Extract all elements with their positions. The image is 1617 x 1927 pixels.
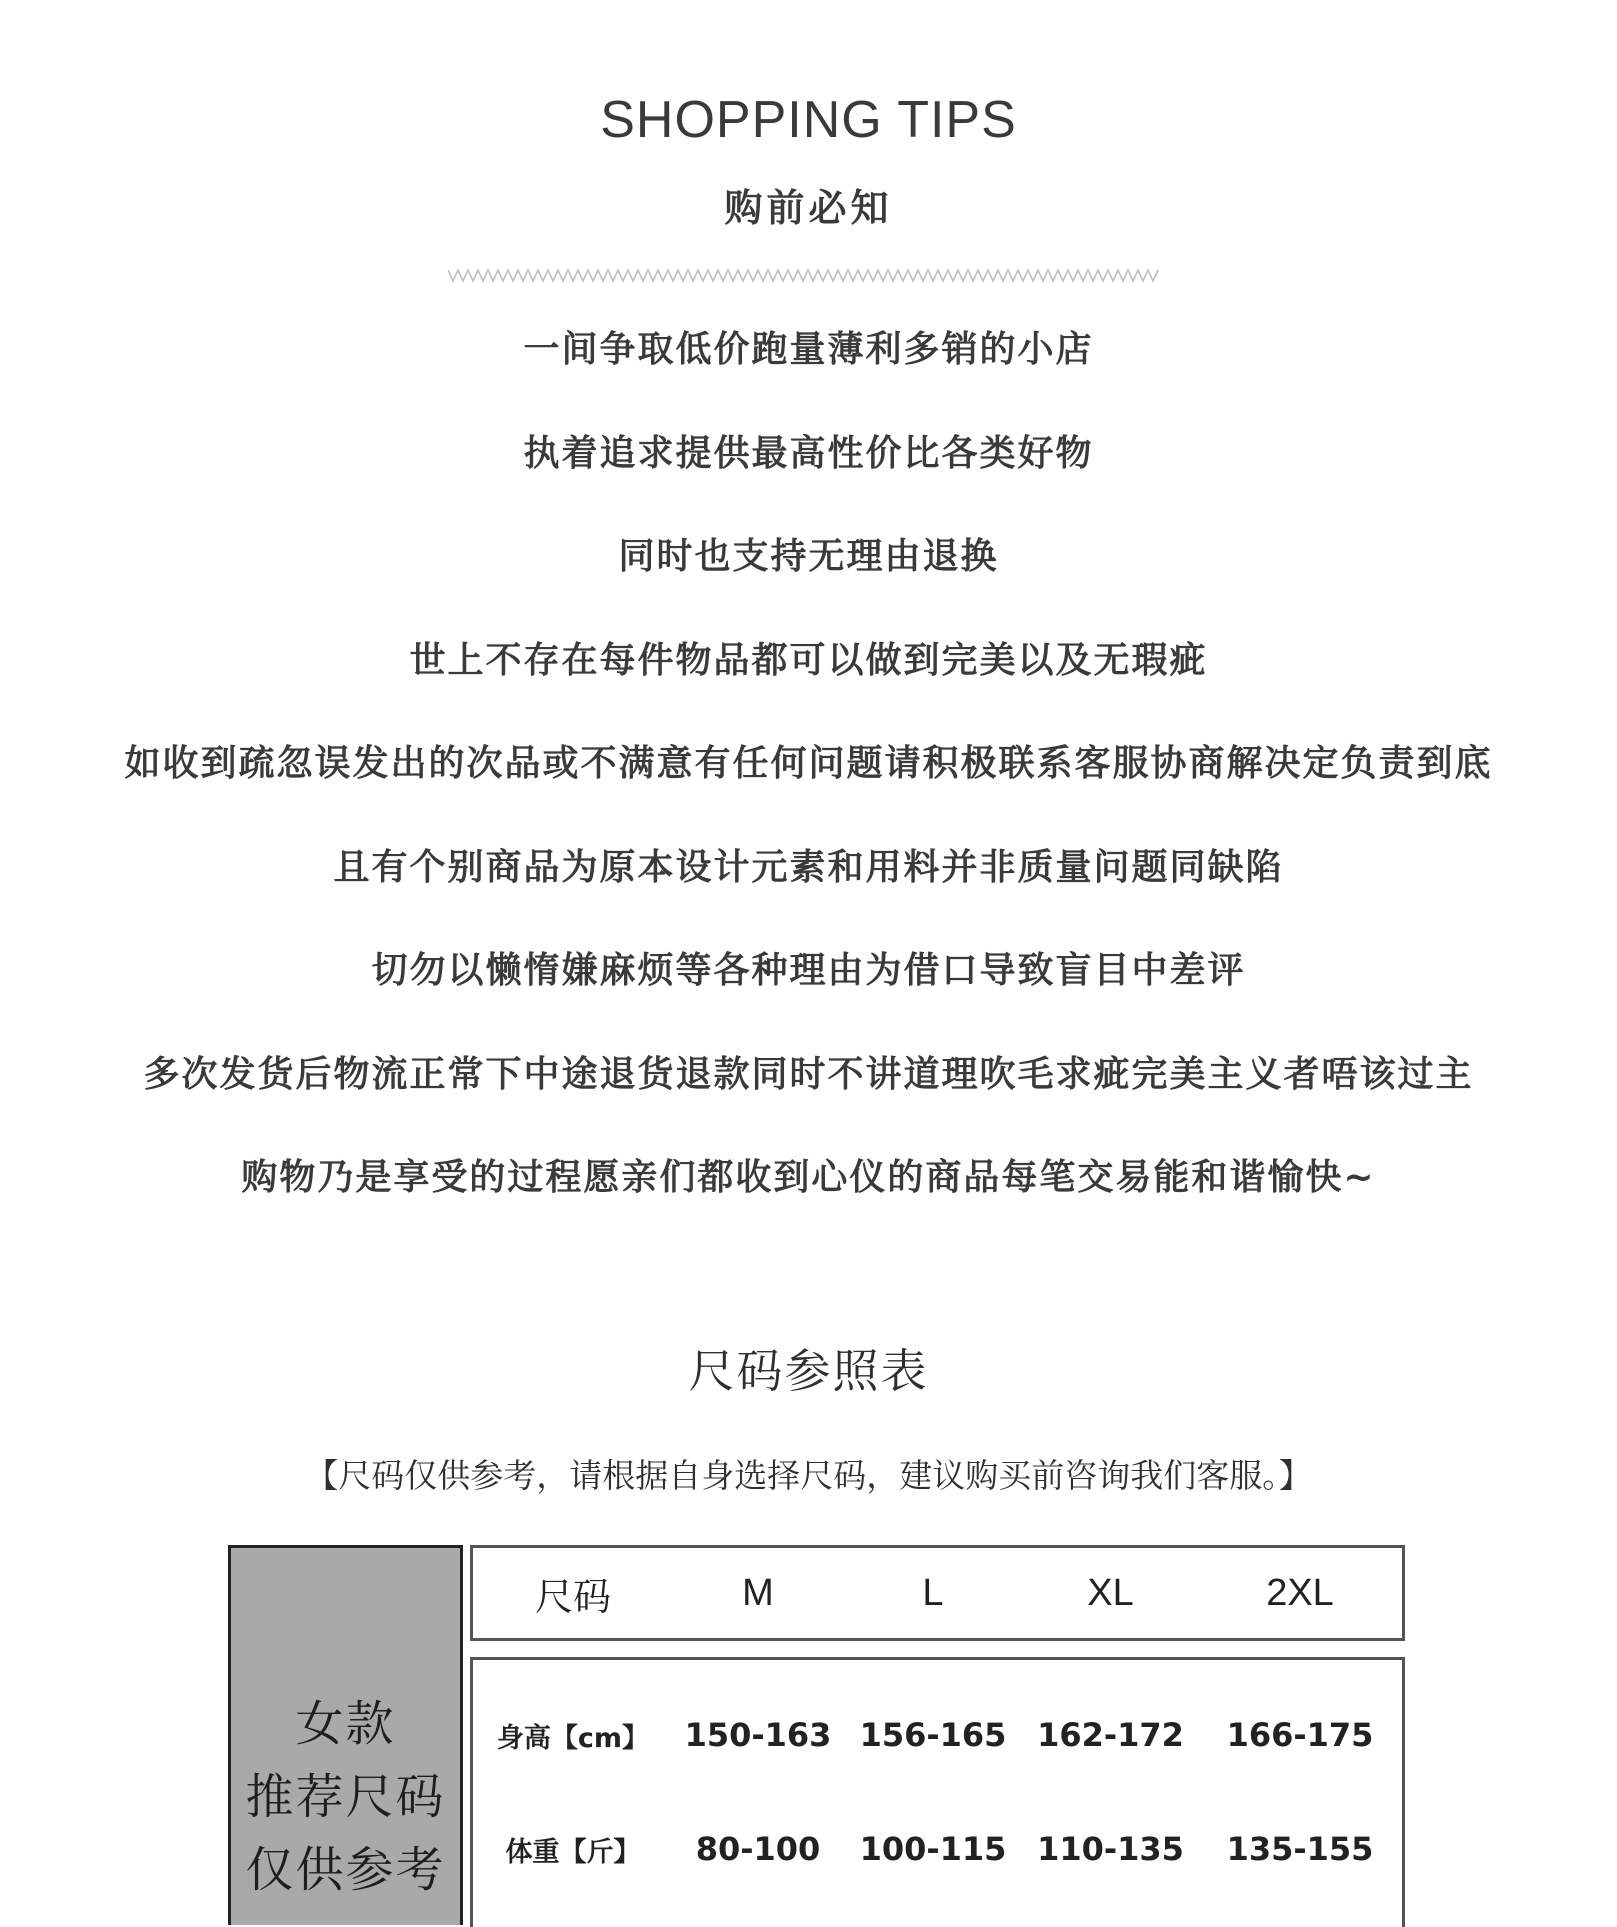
header-cell-xl: XL — [1087, 1571, 1134, 1614]
page-title-cn: 购前必知 — [724, 186, 893, 230]
table-cell: 156-165 — [859, 1716, 1007, 1754]
size-chart-note: 【尺码仅供参考，请根据自身选择尺码，建议购买前咨询我们客服。】 — [305, 1456, 1312, 1495]
side-label-line: 女款 — [295, 1696, 396, 1752]
table-cell: 135-155 — [1226, 1830, 1374, 1868]
tip-line: 如收到疏忽误发出的次品或不满意有任何问题请积极联系客服协商解决定负责到底 — [124, 743, 1493, 784]
row-label: 身高【cm】 — [496, 1722, 650, 1754]
tip-line: 多次发货后物流正常下中途退货退款同时不讲道理吹毛求疵完美主义者唔该过主 — [143, 1053, 1474, 1095]
tip-line: 且有个别商品为原本设计元素和用料并非质量问题同缺陷 — [333, 846, 1284, 888]
table-cell: 150-163 — [684, 1716, 832, 1754]
tip-line: 购物乃是享受的过程愿亲们都收到心仪的商品每笔交易能和谐愉快~ — [241, 1157, 1376, 1198]
header-cell-m: M — [742, 1571, 774, 1614]
zigzag-divider — [448, 266, 1160, 286]
header-cell-size: 尺码 — [534, 1576, 611, 1619]
table-row-weight — [473, 1792, 1402, 1906]
size-chart-title: 尺码参照表 — [688, 1344, 929, 1398]
tip-line: 同时也支持无理由退换 — [618, 536, 999, 577]
size-chart-side-label — [228, 1545, 463, 1925]
table-cell: 80-100 — [695, 1830, 821, 1868]
header-cell-l: L — [922, 1571, 944, 1614]
header-cell-2xl: 2XL — [1266, 1571, 1334, 1614]
side-label-line: 推荐尺码 — [245, 1769, 446, 1825]
side-label-line: 仅供参考 — [245, 1842, 446, 1898]
table-cell: 162-172 — [1037, 1716, 1184, 1754]
table-cell: 110-135 — [1037, 1830, 1184, 1868]
tip-line: 执着追求提供最高性价比各类好物 — [523, 432, 1094, 474]
tips-list — [0, 320, 1617, 1252]
table-cell: 166-175 — [1226, 1716, 1374, 1754]
table-cell: 100-115 — [859, 1830, 1007, 1868]
tip-line: 世上不存在每件物品都可以做到完美以及无瑕疵 — [409, 639, 1208, 681]
size-table-body — [470, 1657, 1405, 1927]
page-title-en: SHOPPING TIPS — [600, 91, 1017, 149]
table-row-height — [473, 1678, 1402, 1792]
tip-line: 一间争取低价跑量薄利多销的小店 — [523, 329, 1094, 370]
tip-line: 切勿以懒惰嫌麻烦等各种理由为借口导致盲目中差评 — [371, 950, 1246, 991]
size-table-header — [470, 1545, 1405, 1641]
row-label: 体重【斤】 — [505, 1836, 641, 1868]
